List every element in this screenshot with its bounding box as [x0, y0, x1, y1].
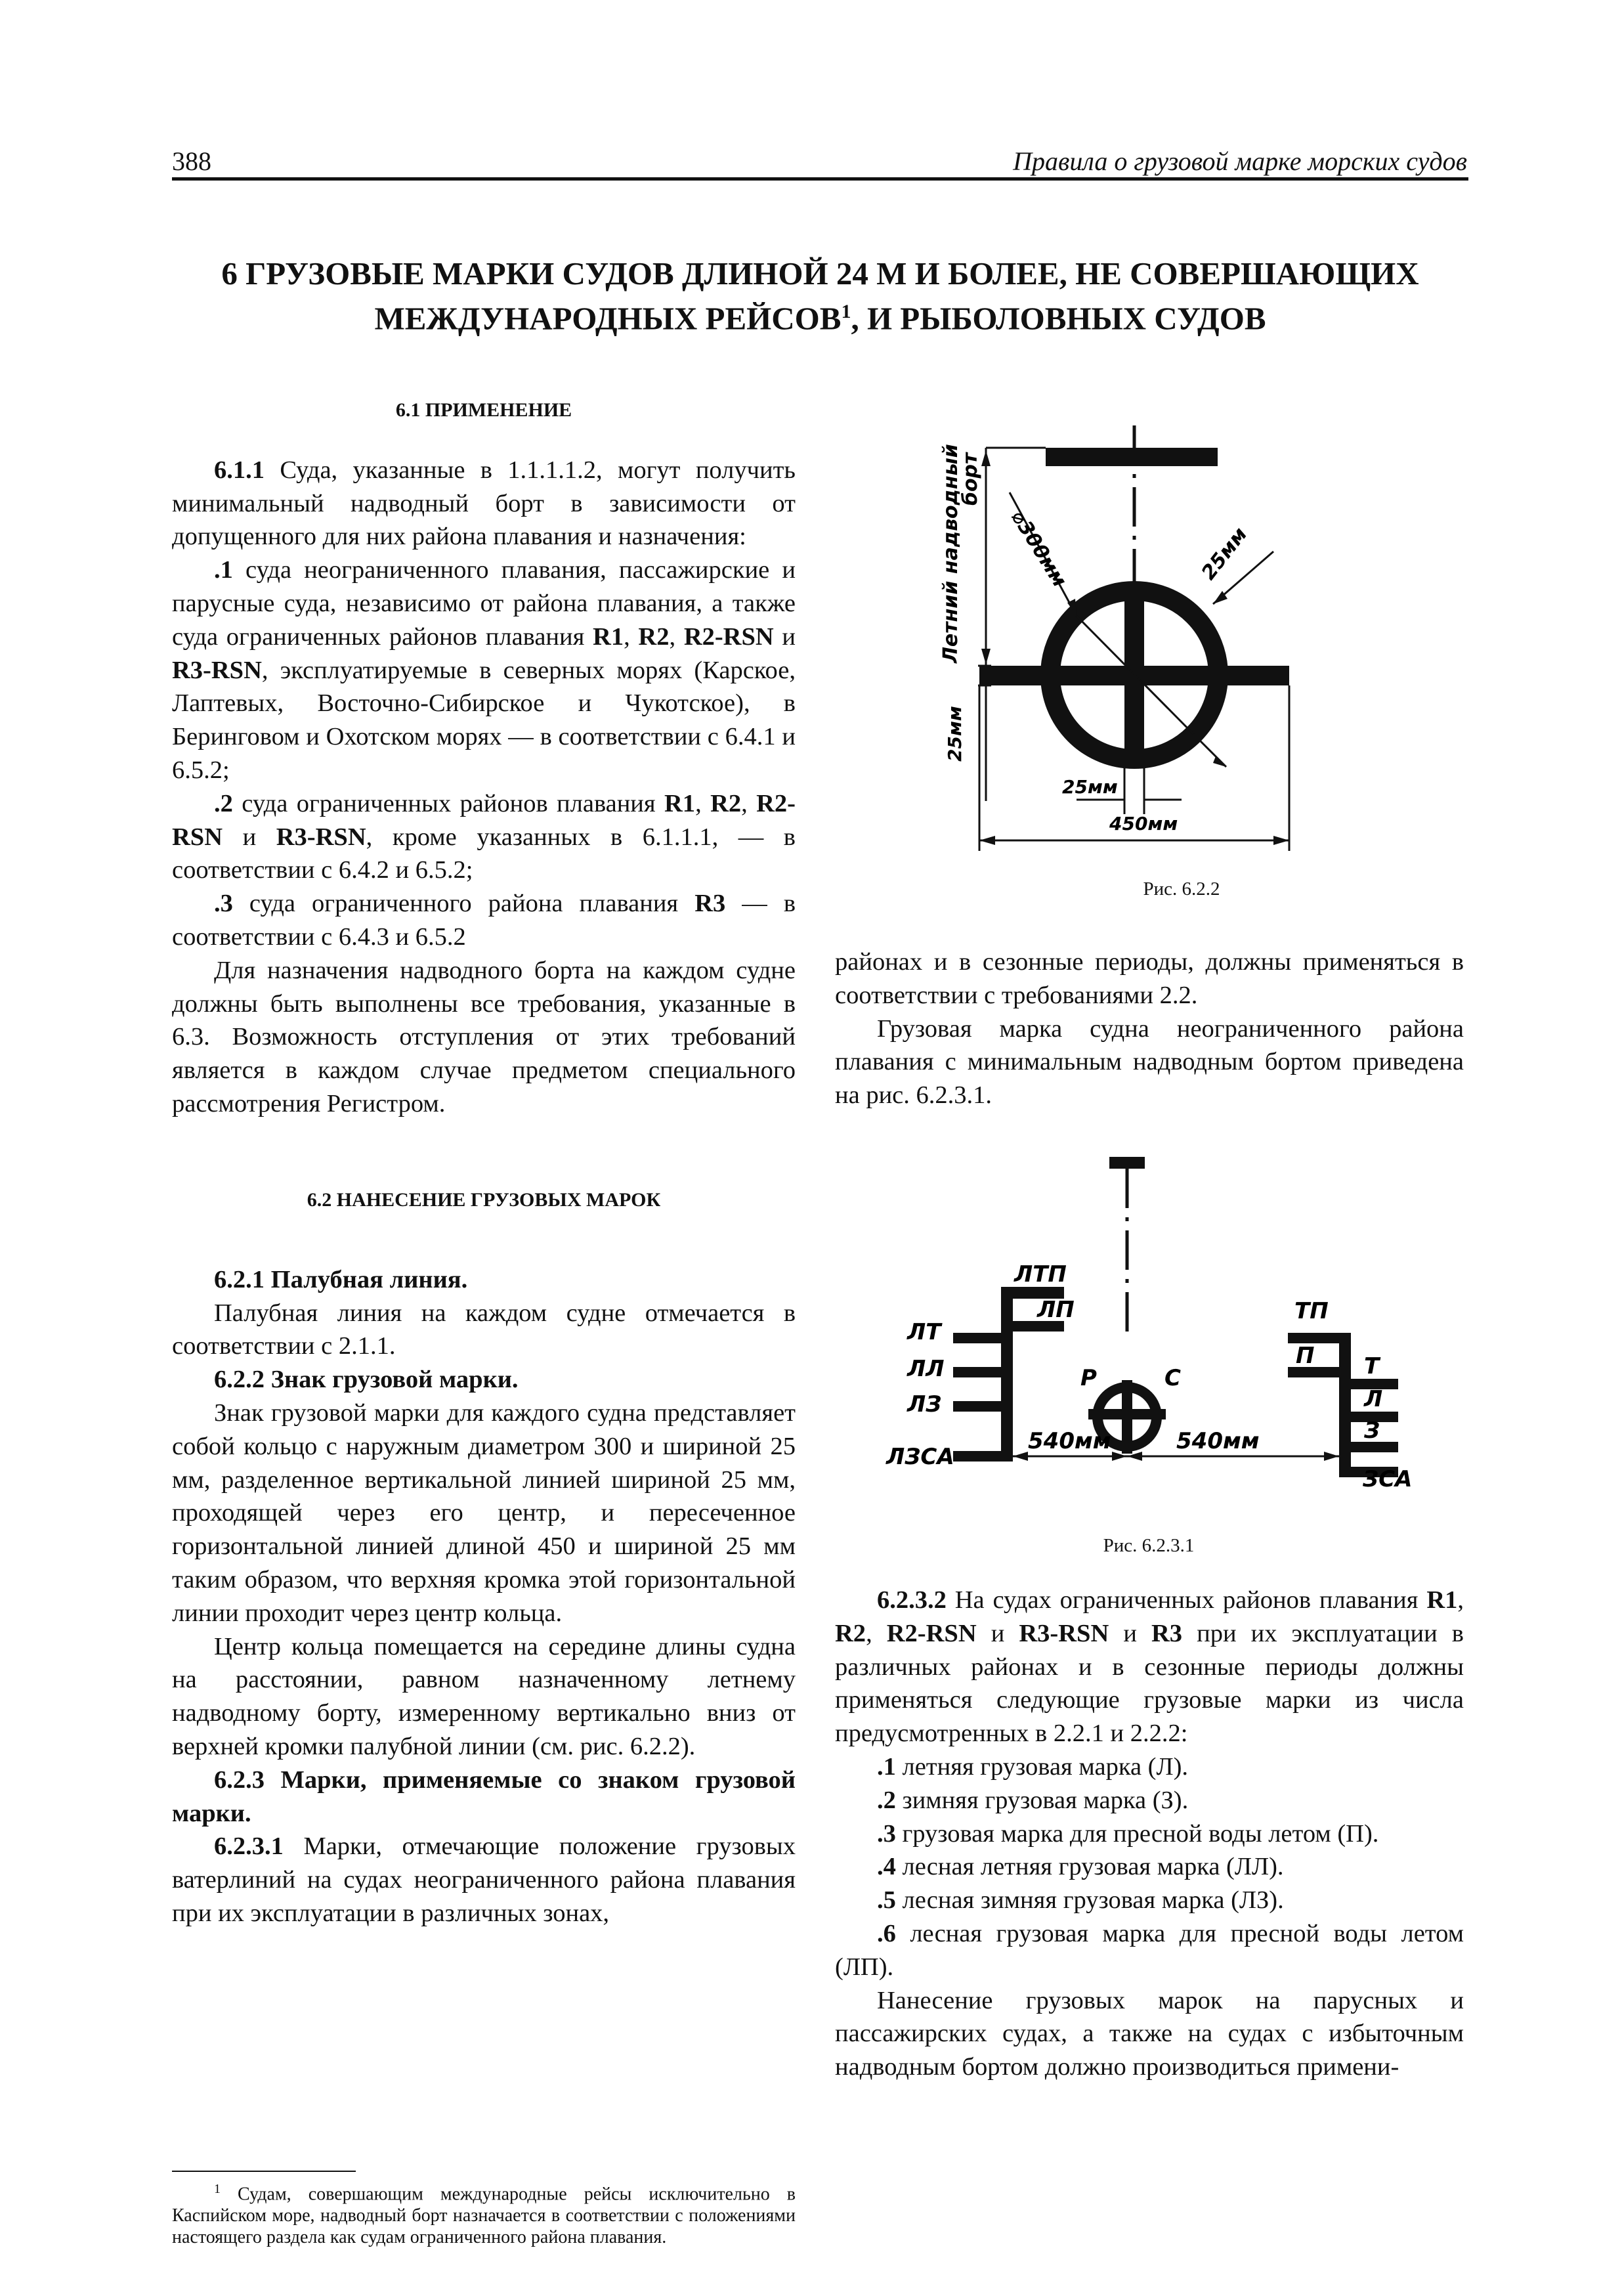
item-number: .6 [877, 1919, 896, 1947]
sep: и [223, 823, 276, 851]
item-number: .3 [214, 890, 233, 918]
label-r: Р [1080, 1365, 1097, 1391]
para-text: Марки, отмечающие положение грузовых ватерлиний на судах неограниченного района плавания при их эксплуатации в различных зонах, [172, 1832, 796, 1927]
sep: , [366, 823, 373, 851]
label-450: 450мм [1109, 813, 1178, 834]
figure-6-2-3-1 [880, 1142, 1444, 1510]
class-r3: R3 [1151, 1619, 1183, 1647]
paragraph-fig-reference: Грузовая марка судна неограниченного района плавания с минимальным надводным бортом приведена на рис. 6.2.3.1. [835, 1014, 1464, 1110]
label-l: Л [1364, 1386, 1383, 1412]
label-dim-left: 540мм [1028, 1428, 1111, 1454]
item-number: .1 [214, 556, 233, 584]
figure-6-2-2 [919, 407, 1457, 880]
section-heading-6-2: 6.2 НАНЕСЕНИЕ ГРУЗОВЫХ МАРОК [307, 1189, 661, 1211]
label-vertical-25: 25мм [944, 706, 966, 762]
item-text: суда ограниченного района плавания [232, 890, 695, 918]
label-s: С [1164, 1365, 1181, 1391]
paragraph-6-1-note: Для назначения надводного борта на каждом судне должны быть выполнены все требования, указанные в 6.3. Возможность отступления от этих требований является в каждом случае предметом специального рассмотрения Регистром. [172, 956, 796, 1117]
sep: и [773, 622, 796, 651]
label-board: борт [959, 452, 982, 506]
sep: , [695, 789, 711, 817]
class-r2: R2 [710, 789, 742, 817]
footnote-text: Судам, совершающим международные рейсы исключительно в Каспийском море, надводный борт назначается в соответствии с положениями настоящего раздела как судам ограниченного района плавания. [172, 2184, 796, 2248]
right-column-bottom [835, 1584, 1464, 2084]
item-number: .2 [877, 1786, 896, 1814]
mark-ll [953, 1367, 1013, 1377]
class-r1: R1 [1426, 1586, 1458, 1614]
arrow-head [981, 649, 991, 664]
label-t: Т [1364, 1353, 1380, 1379]
para-number: 6.2.3.1 [214, 1832, 284, 1861]
mark-lt [953, 1333, 1013, 1343]
class-r2-rsn: R2-RSN [172, 789, 796, 851]
class-r3: R3 [694, 890, 726, 918]
label-p: П [1296, 1343, 1315, 1369]
paragraph-6-2-2-a: Знак грузовой марки для каждого судна представляет собой кольцо с наружным диаметром 300 и шириной 25 мм, разделенное вертикальной линией шириной 25 мм, проходящей через его центр, и пересеченное горизонтальной линией длиной 450 и шириной 25 мм таким образом, что верхняя кромка этой горизонтальной линии проходит через центр кольца. [172, 1398, 796, 1627]
list-item [835, 1917, 1464, 1984]
class-r3-rsn: R3-RSN [276, 823, 366, 851]
para-number: 6.2.3.2 [877, 1586, 947, 1614]
class-r3-rsn: R3-RSN [172, 656, 262, 684]
arrow-head [1273, 836, 1289, 845]
mark-lz [953, 1401, 1013, 1412]
section-heading-6-1: 6.1 ПРИМЕНЕНИЕ [395, 399, 572, 421]
footnote [172, 2178, 796, 2248]
sep: и [1109, 1619, 1151, 1647]
left-column-top [172, 394, 796, 1121]
label-lp: ЛП [1037, 1297, 1075, 1323]
label-lz: ЛЗ [907, 1391, 942, 1418]
item-text: летняя грузовая марка (Л). [895, 1752, 1189, 1781]
footnote-mark: 1 [214, 2182, 221, 2196]
label-summer-freeboard: Летний надводный [939, 444, 962, 663]
label-zsa: ЗСА [1363, 1466, 1413, 1492]
arrow-head [1213, 756, 1226, 767]
list-item-2 [172, 787, 796, 887]
chapter-title-line2 [172, 293, 1468, 337]
running-title: Правила о грузовой марке морских судов [1013, 146, 1467, 176]
item-text: эксплуатируемые в северных морях (Карское, Лаптевых, Восточно-Сибирское и Чукотское), в Беринговом и Охотском морях — в соответствии с 6.4.1 и 6.5.2; [172, 656, 796, 784]
paragraph-6-2-1: Палубная линия на каждом судне отмечается в соответствии с 2.1.1. [172, 1299, 796, 1360]
list-item [835, 1750, 1464, 1784]
item-number: .4 [877, 1853, 896, 1881]
deck-line [1046, 448, 1218, 466]
label-diameter: ⌀300мм [1006, 506, 1071, 592]
sep: , [261, 656, 268, 684]
arrow-head [1324, 1452, 1339, 1461]
list-item-3 [172, 887, 796, 954]
item-text: суда неограниченного плавания, пассажирские и парусные суда, независимо от района плавания, а также суда ограниченных районов плавания [172, 556, 796, 651]
class-r2: R2 [638, 622, 670, 651]
paragraph-last: Нанесение грузовых марок на парусных и пассажирских судах, а также на судах с избыточным надводным бортом должно производиться примени- [835, 1986, 1464, 2081]
label-line-25: 25мм [1062, 776, 1118, 798]
mark-lzsa [953, 1451, 1013, 1462]
header-rule [172, 177, 1468, 181]
item-text: кроме указанных в 6.1.1.1, — в соответствии с 6.4.2 и 6.5.2; [172, 823, 796, 884]
list-item-1 [172, 553, 796, 787]
page-number: 388 [172, 146, 211, 176]
sep: и [976, 1619, 1019, 1647]
heading-6-2-3: 6.2.3 Марки, применяемые со знаком грузовой марки. [172, 1765, 796, 1827]
sep: , [1457, 1586, 1464, 1614]
sep: , [741, 789, 757, 817]
item-text: зимняя грузовая марка (З). [895, 1786, 1189, 1814]
chapter-title-part-a: МЕЖДУНАРОДНЫХ РЕЙСОВ [374, 300, 842, 337]
item-text: суда ограниченных районов плавания [232, 789, 664, 817]
arrow-head [981, 450, 991, 466]
list-item [835, 1850, 1464, 1884]
deck-line [1109, 1157, 1145, 1169]
chapter-title [172, 255, 1468, 337]
item-text: грузовая марка для пресной воды летом (П). [895, 1819, 1379, 1848]
heading-6-2-1: 6.2.1 Палубная линия. [214, 1265, 468, 1293]
paragraph-6-2-2-b: Центр кольца помещается на середине длины судна на расстоянии, равном назначенному летнему надводному борту, измеренному вертикально вниз от верхней кромки палубной линии (см. рис. 6.2.2). [172, 1632, 796, 1760]
item-number: .1 [877, 1752, 896, 1781]
label-ltp: ЛТП [1014, 1261, 1067, 1288]
item-number: .2 [214, 789, 233, 817]
class-r2-rsn: R2-RSN [886, 1619, 977, 1647]
heading-6-2-2: 6.2.2 Знак грузовой марки. [214, 1366, 519, 1394]
chapter-title-line1: 6 ГРУЗОВЫЕ МАРКИ СУДОВ ДЛИНОЙ 24 М И БОЛЕЕ, НЕ СОВЕРШАЮЩИХ [221, 255, 1419, 292]
paragraph-6-1-1 [172, 454, 796, 553]
label-lzsa: ЛЗСА [886, 1444, 954, 1470]
footnote-rule [172, 2171, 356, 2172]
ring-horizontal-bar [1088, 1409, 1166, 1419]
right-column-top [835, 945, 1464, 1112]
chapter-title-part-b: , И РЫБОЛОВНЫХ СУДОВ [851, 300, 1266, 337]
arrow-head [1013, 1452, 1028, 1461]
label-ring-width: 25мм [1197, 523, 1252, 584]
item-text: лесная зимняя грузовая марка (ЛЗ). [895, 1886, 1284, 1915]
caption-fig-6-2-3-1: Рис. 6.2.3.1 [1103, 1535, 1195, 1556]
class-r2-rsn: R2-RSN [683, 622, 774, 651]
para-number: 6.1.1 [214, 456, 265, 484]
right-vertical-bar [1339, 1333, 1351, 1477]
paragraph-6-2-3-1 [172, 1830, 796, 1930]
left-column-bottom [172, 1184, 796, 1930]
class-r1: R1 [593, 622, 624, 651]
sep: , [669, 622, 684, 651]
mark-tp [1288, 1333, 1351, 1343]
list-item [835, 1817, 1464, 1851]
label-tp: ТП [1294, 1298, 1329, 1324]
item-text: лесная летняя грузовая марка (ЛЛ). [895, 1853, 1284, 1881]
label-dim-right: 540мм [1176, 1428, 1260, 1454]
arrow-head [979, 836, 995, 845]
paragraph-continuation: районах и в сезонные периоды, должны применяться в соответствии с требованиями 2.2. [835, 948, 1464, 1009]
class-r3-rsn: R3-RSN [1019, 1619, 1109, 1647]
list-item [835, 1884, 1464, 1917]
sep: , [866, 1619, 887, 1647]
item-text: — в соответствии с 6.4.3 и 6.5.2 [172, 890, 796, 951]
label-lt: ЛТ [907, 1319, 941, 1345]
footnote-ref[interactable]: 1 [841, 301, 851, 322]
list-item [835, 1784, 1464, 1817]
item-text: лесная грузовая марка для пресной воды летом (ЛП). [835, 1919, 1464, 1981]
item-number: .5 [877, 1886, 896, 1915]
item-number: .3 [877, 1819, 896, 1848]
para-text: при их эксплуатации в различных районах и в сезонные периоды должны применяться следующие грузовые марки из числа предусмотренных в 2.2.1 и 2.2.2: [835, 1619, 1464, 1748]
class-r2: R2 [835, 1619, 866, 1647]
paragraph-6-2-3-2 [835, 1584, 1464, 1750]
label-ll: ЛЛ [907, 1356, 945, 1382]
label-z: З [1364, 1418, 1380, 1444]
para-text: На судах ограниченных районов плавания [946, 1586, 1427, 1614]
para-text: Суда, указанные в 1.1.1.1.2, могут получить минимальный надводный борт в зависимости от допущенного для них района плавания и назначения: [172, 456, 796, 551]
class-r1: R1 [664, 789, 696, 817]
sep: , [624, 622, 639, 651]
caption-fig-6-2-2: Рис. 6.2.2 [1143, 878, 1220, 899]
